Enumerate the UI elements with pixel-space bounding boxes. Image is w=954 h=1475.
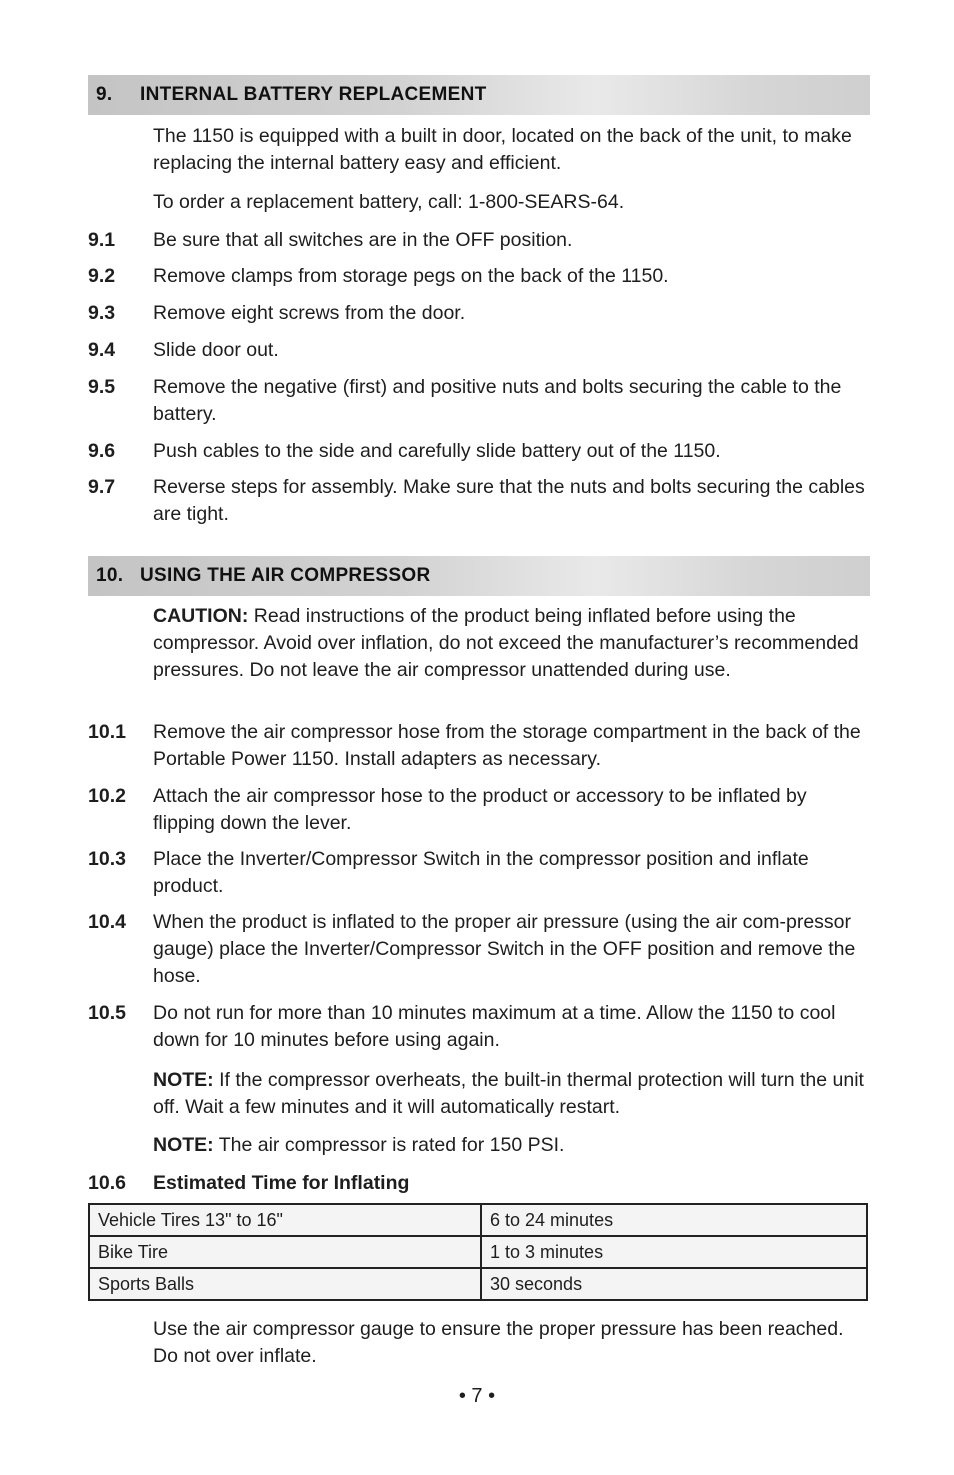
step-number: 9.3 (88, 302, 116, 324)
subsection-number: 10.6 (88, 1172, 126, 1194)
step-text: Remove clamps from storage pegs on the back of the 1150. (153, 265, 669, 287)
note-label: NOTE: (153, 1069, 214, 1091)
step-10-4 (88, 909, 873, 990)
step-number: 10.2 (88, 785, 126, 807)
table-cell-item: Sports Balls (89, 1268, 481, 1300)
section-10-heading (88, 556, 870, 596)
step-9-1 (88, 227, 873, 254)
step-number: 9.7 (88, 476, 116, 498)
subsection-title: Estimated Time for Inflating (153, 1172, 410, 1194)
note-overheat (153, 1067, 873, 1121)
step-9-3 (88, 300, 873, 327)
table-cell-item: Vehicle Tires 13" to 16" (89, 1204, 481, 1236)
step-number: 10.1 (88, 721, 126, 743)
step-number: 9.5 (88, 376, 116, 398)
table-cell-time: 6 to 24 minutes (481, 1204, 867, 1236)
note-text: The air compressor is rated for 150 PSI. (213, 1134, 565, 1156)
step-number: 9.2 (88, 265, 116, 287)
step-10-5 (88, 1000, 873, 1054)
step-number: 9.4 (88, 339, 116, 361)
step-text: Do not run for more than 10 minutes maximum at a time. Allow the 1150 to cool down for 10 minutes before using again. (153, 1002, 836, 1051)
step-9-7 (88, 474, 873, 528)
step-9-2 (88, 263, 873, 290)
step-number: 9.1 (88, 229, 116, 251)
step-text: Remove eight screws from the door. (153, 302, 466, 324)
step-number: 10.3 (88, 848, 126, 870)
step-9-4 (88, 337, 873, 364)
step-text: Attach the air compressor hose to the product or accessory to be inflated by flipping down the lever. (153, 785, 807, 834)
table-row (89, 1204, 867, 1236)
section-9-intro: The 1150 is equipped with a built in door, located on the back of the unit, to make replacing the internal battery easy and efficient. (153, 125, 852, 174)
table-cell-time: 30 seconds (481, 1268, 867, 1300)
section-9-heading (88, 75, 870, 115)
caution-text: Read instructions of the product being inflated before using the compressor. Avoid over inflation, do not exceed the manufacturer’s recommended pressures. Do not leave the air compressor unattended during use. (153, 605, 859, 681)
section-9-title: INTERNAL BATTERY REPLACEMENT (140, 84, 487, 105)
step-number: 10.4 (88, 911, 126, 933)
section-9-order-info: To order a replacement battery, call: 1-800-SEARS-64. (153, 191, 625, 213)
step-text: Remove the negative (first) and positive nuts and bolts securing the cable to the battery. (153, 376, 842, 425)
note-label: NOTE: (153, 1134, 214, 1156)
step-text: Push cables to the side and carefully slide battery out of the 1150. (153, 440, 721, 462)
step-text: Reverse steps for assembly. Make sure that the nuts and bolts securing the cables are tight. (153, 476, 865, 525)
step-text: Slide door out. (153, 339, 279, 361)
step-text: Be sure that all switches are in the OFF position. (153, 229, 573, 251)
subsection-10-6-heading (88, 1170, 409, 1197)
step-10-3 (88, 846, 873, 900)
step-text: Place the Inverter/Compressor Switch in the compressor position and inflate product. (153, 848, 809, 897)
step-9-6 (88, 438, 873, 465)
step-number: 9.6 (88, 440, 116, 462)
table-row (89, 1236, 867, 1268)
closing-paragraph: Use the air compressor gauge to ensure the proper pressure has been reached. Do not over inflate. (153, 1318, 844, 1367)
table-row (89, 1268, 867, 1300)
note-text: If the compressor overheats, the built-in thermal protection will turn the unit off. Wait a few minutes and it will automatically restart. (153, 1069, 864, 1118)
page-number: • 7 • (458, 1385, 496, 1407)
step-text: When the product is inflated to the proper air pressure (using the air com-pressor gauge) place the Inverter/Compressor Switch in the OFF position and remove the hose. (153, 911, 856, 987)
table-cell-time: 1 to 3 minutes (481, 1236, 867, 1268)
table-cell-item: Bike Tire (89, 1236, 481, 1268)
step-number: 10.5 (88, 1002, 126, 1024)
step-text: Remove the air compressor hose from the storage compartment in the back of the Portable Power 1150. Install adapters as necessary. (153, 721, 861, 770)
caution-label: CAUTION: (153, 605, 249, 627)
step-10-2 (88, 783, 873, 837)
section-10-title: USING THE AIR COMPRESSOR (140, 565, 431, 586)
step-9-5 (88, 374, 873, 428)
section-10-number: 10. (96, 565, 124, 586)
step-10-1 (88, 719, 873, 773)
note-psi (153, 1132, 873, 1159)
caution-paragraph (153, 603, 873, 684)
section-9-number: 9. (96, 84, 113, 105)
inflation-time-table (88, 1203, 868, 1301)
